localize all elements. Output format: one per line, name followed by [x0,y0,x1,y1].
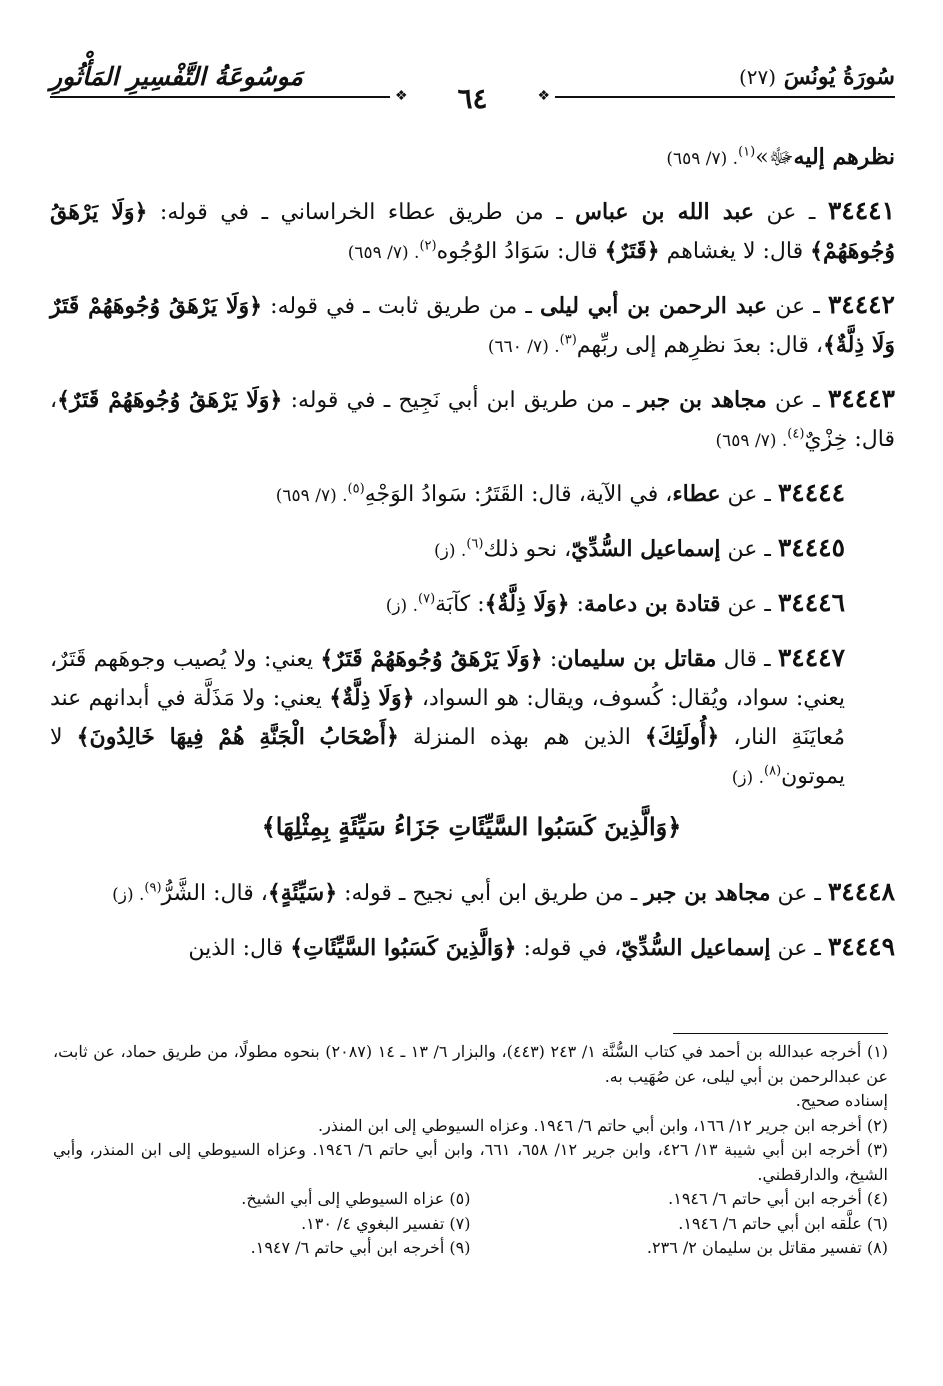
narrator-name: قتادة بن دعامة [583,591,721,617]
narration-number: ٣٤٤٤١ [827,196,895,225]
footnote-row [53,1187,888,1212]
footnote-ref: (١) [738,144,756,160]
footnote-ref: (٢) [419,238,437,254]
narration-number: ٣٤٤٤٢ [827,290,895,319]
main-text-continued [50,872,895,980]
header-rule-left [50,96,390,98]
narration-34442: ٣٤٤٤٢ ـ عن عبد الرحمن بن أبي ليلى ـ من طريق ثابت ـ في قوله: ﴿وَلَا يَرْهَقُ وُجُوهَهُمْ قَتَرٌ وَلَا ذِلَّةٌ﴾، قال: بعدَ نظرِهم إلى ربِّهم$^{(٣)}$. (٧/ ٦٦٠) [50,290,895,358]
narrator-name: عبد الرحمن بن أبي ليلى [540,293,768,319]
narrator-name: عبد الله بن عباس [575,199,755,225]
narration-34448: ٣٤٤٤٨ ـ عن مجاهد بن جبر ـ من طريق ابن أبي نجيح ـ قوله: ﴿سَيِّئَةٍ﴾، قال: الشَّرُّ$^{(٩)}$. (ز) [112,877,895,906]
narration-34441: ٣٤٤٤١ ـ عن عبد الله بن عباس ـ من طريق عطاء الخراساني ـ في قوله: ﴿وَلَا يَرْهَقُ وُجُوهَهُمْ﴾ قال: لا يغشاهم ﴿قَتَرٌ﴾ قال: سَوَادُ الوُجُوه$^{(٢)}$. (٧/ ٦٥٩) [50,196,895,264]
narration-34449: ٣٤٤٤٩ ـ عن إسماعيل السُّدِّيّ، في قوله: ﴿وَالَّذِينَ كَسَبُوا السَّيِّئَاتِ﴾ قال: الذين [188,932,895,961]
narration-number: ٣٤٤٤٥ [777,533,845,562]
narrator-name: إسماعيل السُّدِّيّ [571,536,721,562]
quran-quote: ﴿وَالَّذِينَ كَسَبُوا السَّيِّئَاتِ﴾ [290,935,517,961]
quran-quote: ﴿أُولَئِكَ﴾ [644,724,720,750]
header-surah [729,64,895,90]
narration-number: ٣٤٤٤٨ [827,877,895,906]
footnote-4: (٤) أخرجه ابن أبي حاتم ٦/ ١٩٤٦. [668,1189,888,1208]
page-number: ٦٤ [457,82,488,115]
ornament-icon: ❖ [537,88,550,104]
footnote-ref: (٥) [347,481,365,497]
footnote-1-grading: إسناده صحيح. [795,1091,888,1110]
narrator-name: مجاهد بن جبر [637,387,767,413]
quran-quote: ﴿قَتَرٌ﴾ [604,238,660,264]
narration-number: ٣٤٤٤٦ [777,588,845,617]
footnote-ref: (٩) [144,880,162,896]
footnote-ref: (٣) [559,332,577,348]
footnote-1: (١) أخرجه عبدالله بن أحمد في كتاب السُّنَّة ١/ ٢٤٣ (٤٤٣)، والبزار ٦/ ١٣ ـ ١٤ (٢٠٨٧) بنحوه مطولًا، من طريق حماد، عن ثابت، عن عبدالرحمن بن أبي ليلى، عن صُهَيب به. [53,1042,889,1086]
surah-name: سُورَةُ يُونُسَ [783,64,895,90]
narrator-name: عطاء [672,481,721,507]
ayah-heading: ﴿وَالَّذِينَ كَسَبُوا السَّيِّئَاتِ جَزَاءُ سَيِّئَةٍ بِمِثْلِهَا﴾ [261,812,682,841]
ornament-icon: ❖ [395,88,408,104]
narration-34445: ٣٤٤٤٥ ـ عن إسماعيل السُّدِّيّ، نحو ذلك$^{(٦)}$. (ز) [434,533,845,562]
footnote-ref: (٤) [787,426,805,442]
footnote-row [53,1236,888,1261]
footnote-8: (٨) تفسير مقاتل بن سليمان ٢/ ٢٣٦. [646,1238,888,1257]
quran-quote: ﴿وَلَا يَرْهَقُ وُجُوهَهُمْ قَتَرٌ﴾ [320,646,543,672]
quran-quote: ﴿أَصْحَابُ الْجَنَّةِ هُمْ فِيهَا خَالِدُونَ﴾ [76,724,399,750]
footnote-ref: (٨) [764,763,782,779]
narration-34446: ٣٤٤٤٦ ـ عن قتادة بن دعامة: ﴿وَلَا ذِلَّةٌ﴾: كآبَة$^{(٧)}$. (ز) [385,588,845,617]
quran-quote: ﴿وَلَا يَرْهَقُ وُجُوهَهُمْ قَتَرٌ وَلَا ذِلَّةٌ﴾ [50,293,895,358]
main-text [50,138,895,810]
footnote-divider [673,1033,888,1034]
quran-quote: ﴿سَيِّئَةٍ﴾ [267,880,338,906]
narrator-name: إسماعيل السُّدِّيّ [621,935,771,961]
footnote-5: (٥) عزاه السيوطي إلى أبي الشيخ. [241,1189,471,1208]
footnote-2: (٢) أخرجه ابن جرير ١٢/ ١٦٦، وابن أبي حاتم ٦/ ١٩٤٦. وعزاه السيوطي إلى ابن المنذر. [317,1115,888,1135]
narrator-name: مقاتل بن سليمان [557,646,717,672]
narration-34443: ٣٤٤٤٣ ـ عن مجاهد بن جبر ـ من طريق ابن أبي نَجِيح ـ في قوله: ﴿وَلَا يَرْهَقُ وُجُوهَهُمْ قَتَرٌ﴾، قال: خِزْيٌ$^{(٤)}$. (٧/ ٦٥٩) [50,384,895,452]
footnote-7: (٧) تفسير البغوي ٤/ ١٣٠. [301,1213,471,1233]
footnote-9: (٩) أخرجه ابن أبي حاتم ٦/ ١٩٤٧. [250,1238,471,1257]
narration-number: ٣٤٤٤٣ [827,384,895,413]
running-header [50,60,895,115]
paragraph: نظرهم إليهﷻ»$^{(١)}$. (٧/ ٦٥٩) [666,144,895,170]
narrator-name: مجاهد بن جبر [644,880,771,906]
narration-number: ٣٤٤٤٩ [827,932,895,961]
narration-34444: ٣٤٤٤٤ ـ عن عطاء، في الآية، قال: القَتَرُ: سَوادُ الوَجْهِ$^{(٥)}$. (٧/ ٦٥٩) [275,478,845,507]
narration-number: ٣٤٤٤٧ [777,643,845,672]
footnotes [53,1040,888,1261]
narration-number: ٣٤٤٤٤ [777,478,845,507]
book-title: مَوسُوعَةُ التَّفْسِيرِ المَأْثُورِ [50,62,303,91]
footnote-ref: (٦) [466,536,484,552]
header-rule-right [555,96,895,98]
ayah-number: (٢٧) [738,65,777,89]
narration-34447: ٣٤٤٤٧ ـ قال مقاتل بن سليمان: ﴿وَلَا يَرْهَقُ وُجُوهَهُمْ قَتَرٌ﴾ يعني: ولا يُصيب وجوهَهم قَتَرٌ، يعني: سواد، ويُقال: كُسوف، ويقال: هو السواد، ﴿وَلَا ذِلَّةٌ﴾ يعني: ولا مَذَلَّة في أبدانهم عند مُعايَنَةِ النار، ﴿أُولَئِكَ﴾ الذين هم بهذه المنزلة ﴿أَصْحَابُ الْجَنَّةِ هُمْ فِيهَا خَالِدُونَ﴾ لا يموتون$^{(٨)}$. (ز) [50,643,846,789]
quran-quote: ﴿وَلَا ذِلَّةٌ﴾ [329,685,415,711]
quran-quote: ﴿وَلَا ذِلَّةٌ﴾ [484,591,570,617]
footnote-3: (٣) أخرجه ابن أبي شيبة ١٣/ ٤٢٦، وابن جرير ١٢/ ٦٥٨، ٦٦١، وابن أبي حاتم ٦/ ١٩٤٦. وعزاه السيوطي إلى ابن المنذر، وأبي الشيخ، والدارقطني. [53,1140,889,1184]
footnote-ref: (٧) [418,591,436,607]
quran-quote: ﴿وَلَا يَرْهَقُ وُجُوهَهُمْ قَتَرٌ﴾ [57,387,283,413]
footnote-row [53,1212,888,1237]
footnote-6: (٦) علَّقه ابن أبي حاتم ٦/ ١٩٤٦. [678,1213,888,1233]
quran-quote: ﴿وَلَا يَرْهَقُ وُجُوهَهُمْ﴾ [50,199,895,264]
